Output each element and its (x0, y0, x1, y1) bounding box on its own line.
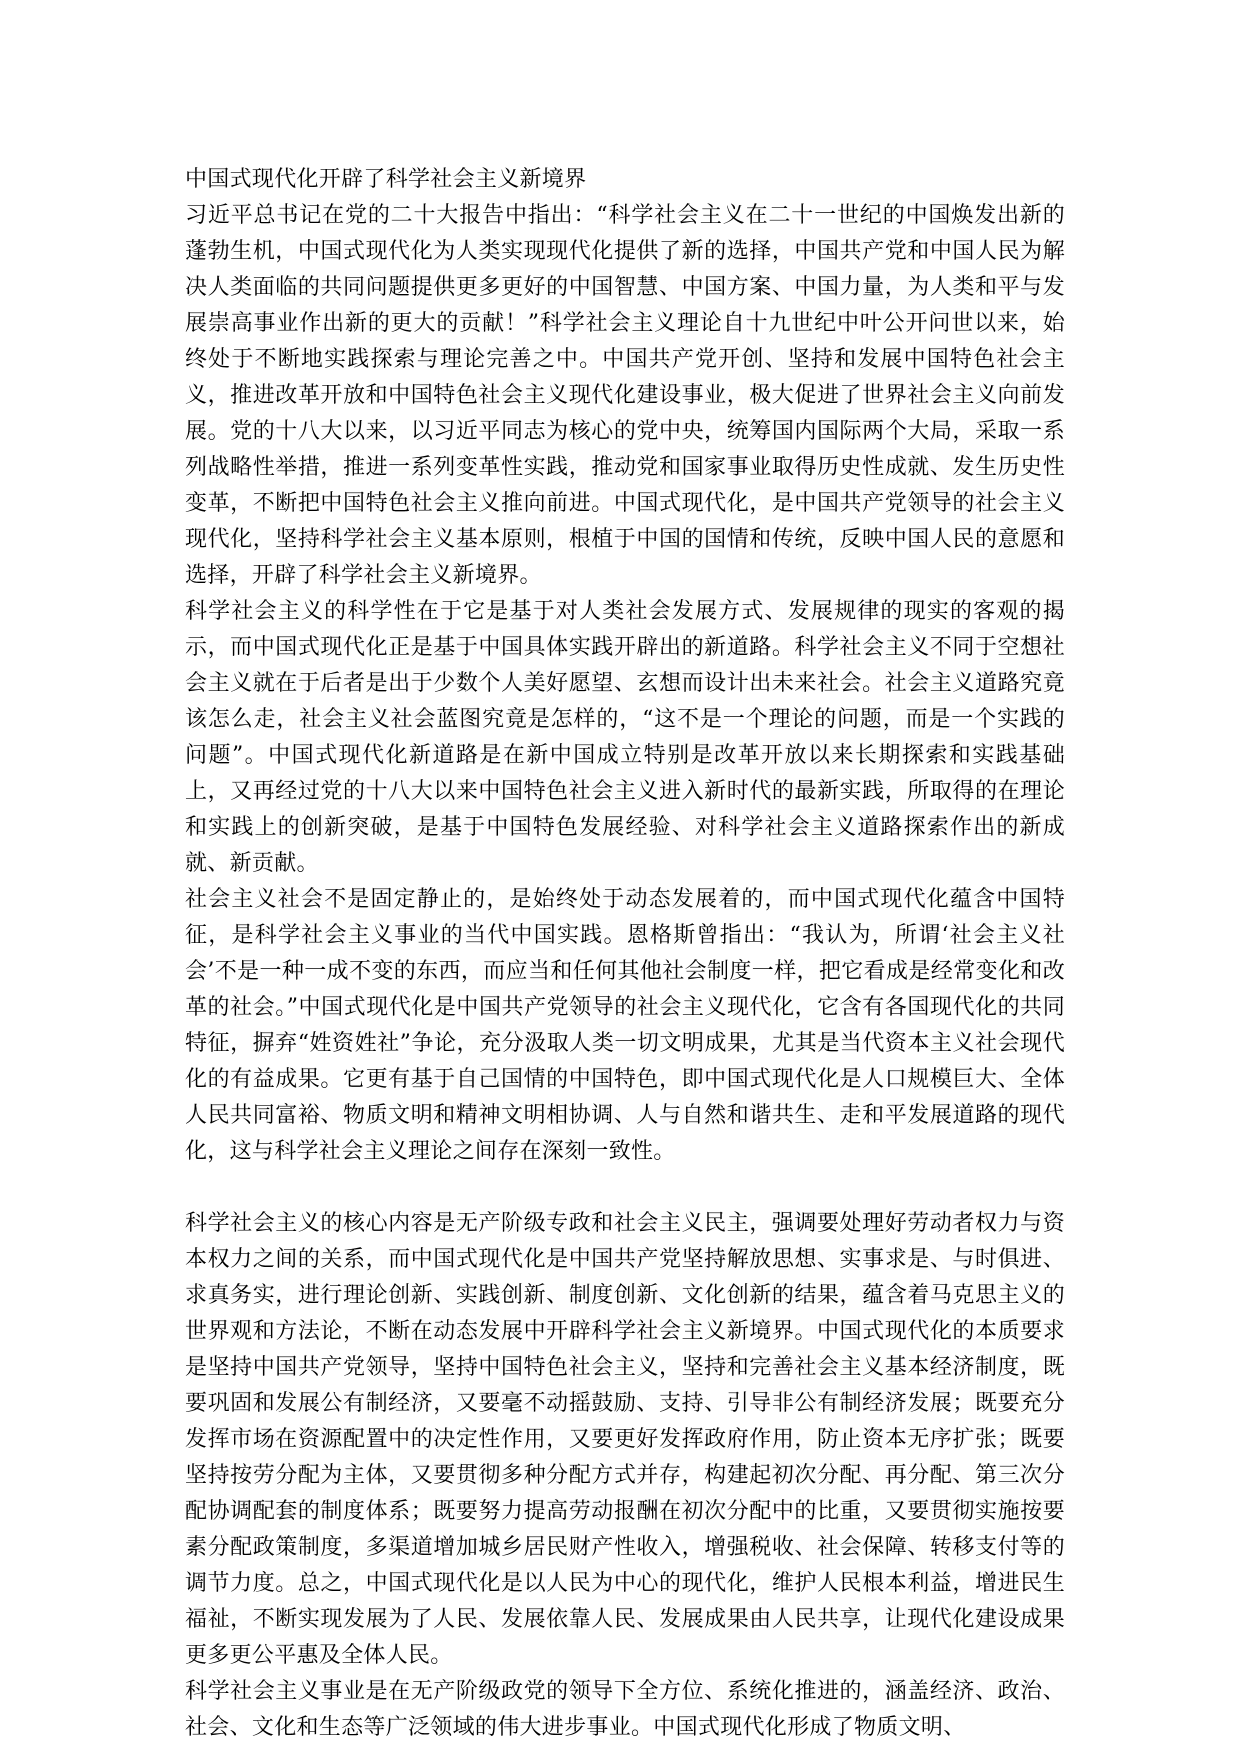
paragraph-2: 科学社会主义的科学性在于它是基于对人类社会发展方式、发展规律的现实的客观的揭示，而中国式现代化正是基于中国具体实践开辟出的新道路。科学社会主义不同于空想社会主义就在于后者是出于少数个人美好愿望、玄想而设计出未来社会。社会主义道路究竟该怎么走，社会主义社会蓝图究竟是怎样的，“这不是一个理论的问题，而是一个实践的问题”。中国式现代化新道路是在新中国成立特别是改革开放以来长期探索和实践基础上，又再经过党的十八大以来中国特色社会主义进入新时代的最新实践，所取得的在理论和实践上的创新突破，是基于中国特色发展经验、对科学社会主义道路探索作出的新成就、新贡献。 (185, 599, 1065, 876)
document-title: 中国式现代化开辟了科学社会主义新境界 (185, 167, 587, 192)
paragraph-5: 科学社会主义事业是在无产阶级政党的领导下全方位、系统化推进的，涵盖经济、政治、社会、文化和生态等广泛领域的伟大进步事业。中国式现代化形成了物质文明、 (185, 1679, 1065, 1740)
paragraph-1: 习近平总书记在党的二十大报告中指出：“科学社会主义在二十一世纪的中国焕发出新的蓬勃生机，中国式现代化为人类实现现代化提供了新的选择，中国共产党和中国人民为解决人类面临的共同问题提供更多更好的中国智慧、中国方案、中国力量，为人类和平与发展崇高事业作出新的更大的贡献！”科学社会主义理论自十九世纪中叶公开问世以来，始终处于不断地实践探索与理论完善之中。中国共产党开创、坚持和发展中国特色社会主义，推进改革开放和中国特色社会主义现代化建设事业，极大促进了世界社会主义向前发展。党的十八大以来，以习近平同志为核心的党中央，统筹国内国际两个大局，采取一系列战略性举措，推进一系列变革性实践，推动党和国家事业取得历史性成就、发生历史性变革，不断把中国特色社会主义推向前进。中国式现代化，是中国共产党领导的社会主义现代化，坚持科学社会主义基本原则，根植于中国的国情和传统，反映中国人民的意愿和选择，开辟了科学社会主义新境界。 (185, 203, 1065, 588)
paragraph-4: 科学社会主义的核心内容是无产阶级专政和社会主义民主，强调要处理好劳动者权力与资本权力之间的关系，而中国式现代化是中国共产党坚持解放思想、实事求是、与时俱进、求真务实，进行理论创新、实践创新、制度创新、文化创新的结果，蕴含着马克思主义的世界观和方法论，不断在动态发展中开辟科学社会主义新境界。中国式现代化的本质要求是坚持中国共产党领导，坚持中国特色社会主义，坚持和完善社会主义基本经济制度，既要巩固和发展公有制经济，又要毫不动摇鼓励、支持、引导非公有制经济发展；既要充分发挥市场在资源配置中的决定性作用，又要更好发挥政府作用，防止资本无序扩张；既要坚持按劳分配为主体，又要贯彻多种分配方式并存，构建起初次分配、再分配、第三次分配协调配套的制度体系；既要努力提高劳动报酬在初次分配中的比重，又要贯彻实施按要素分配政策制度，多渠道增加城乡居民财产性收入，增强税收、社会保障、转移支付等的调节力度。总之，中国式现代化是以人民为中心的现代化，维护人民根本利益，增进民生福祉，不断实现发展为了人民、发展依靠人民、发展成果由人民共享，让现代化建设成果更多更公平惠及全体人民。 (185, 1211, 1065, 1668)
paragraph-3: 社会主义社会不是固定静止的，是始终处于动态发展着的，而中国式现代化蕴含中国特征，是科学社会主义事业的当代中国实践。恩格斯曾指出：“我认为，所谓‘社会主义社会’不是一种一成不变的东西，而应当和任何其他社会制度一样，把它看成是经常变化和改革的社会。”中国式现代化是中国共产党领导的社会主义现代化，它含有各国现代化的共同特征，摒弃“姓资姓社”争论，充分汲取人类一切文明成果，尤其是当代资本主义社会现代化的有益成果。它更有基于自己国情的中国特色，即中国式现代化是人口规模巨大、全体人民共同富裕、物质文明和精神文明相协调、人与自然和谐共生、走和平发展道路的现代化，这与科学社会主义理论之间存在深刻一致性。 (185, 887, 1065, 1164)
document-page (185, 162, 1065, 1746)
